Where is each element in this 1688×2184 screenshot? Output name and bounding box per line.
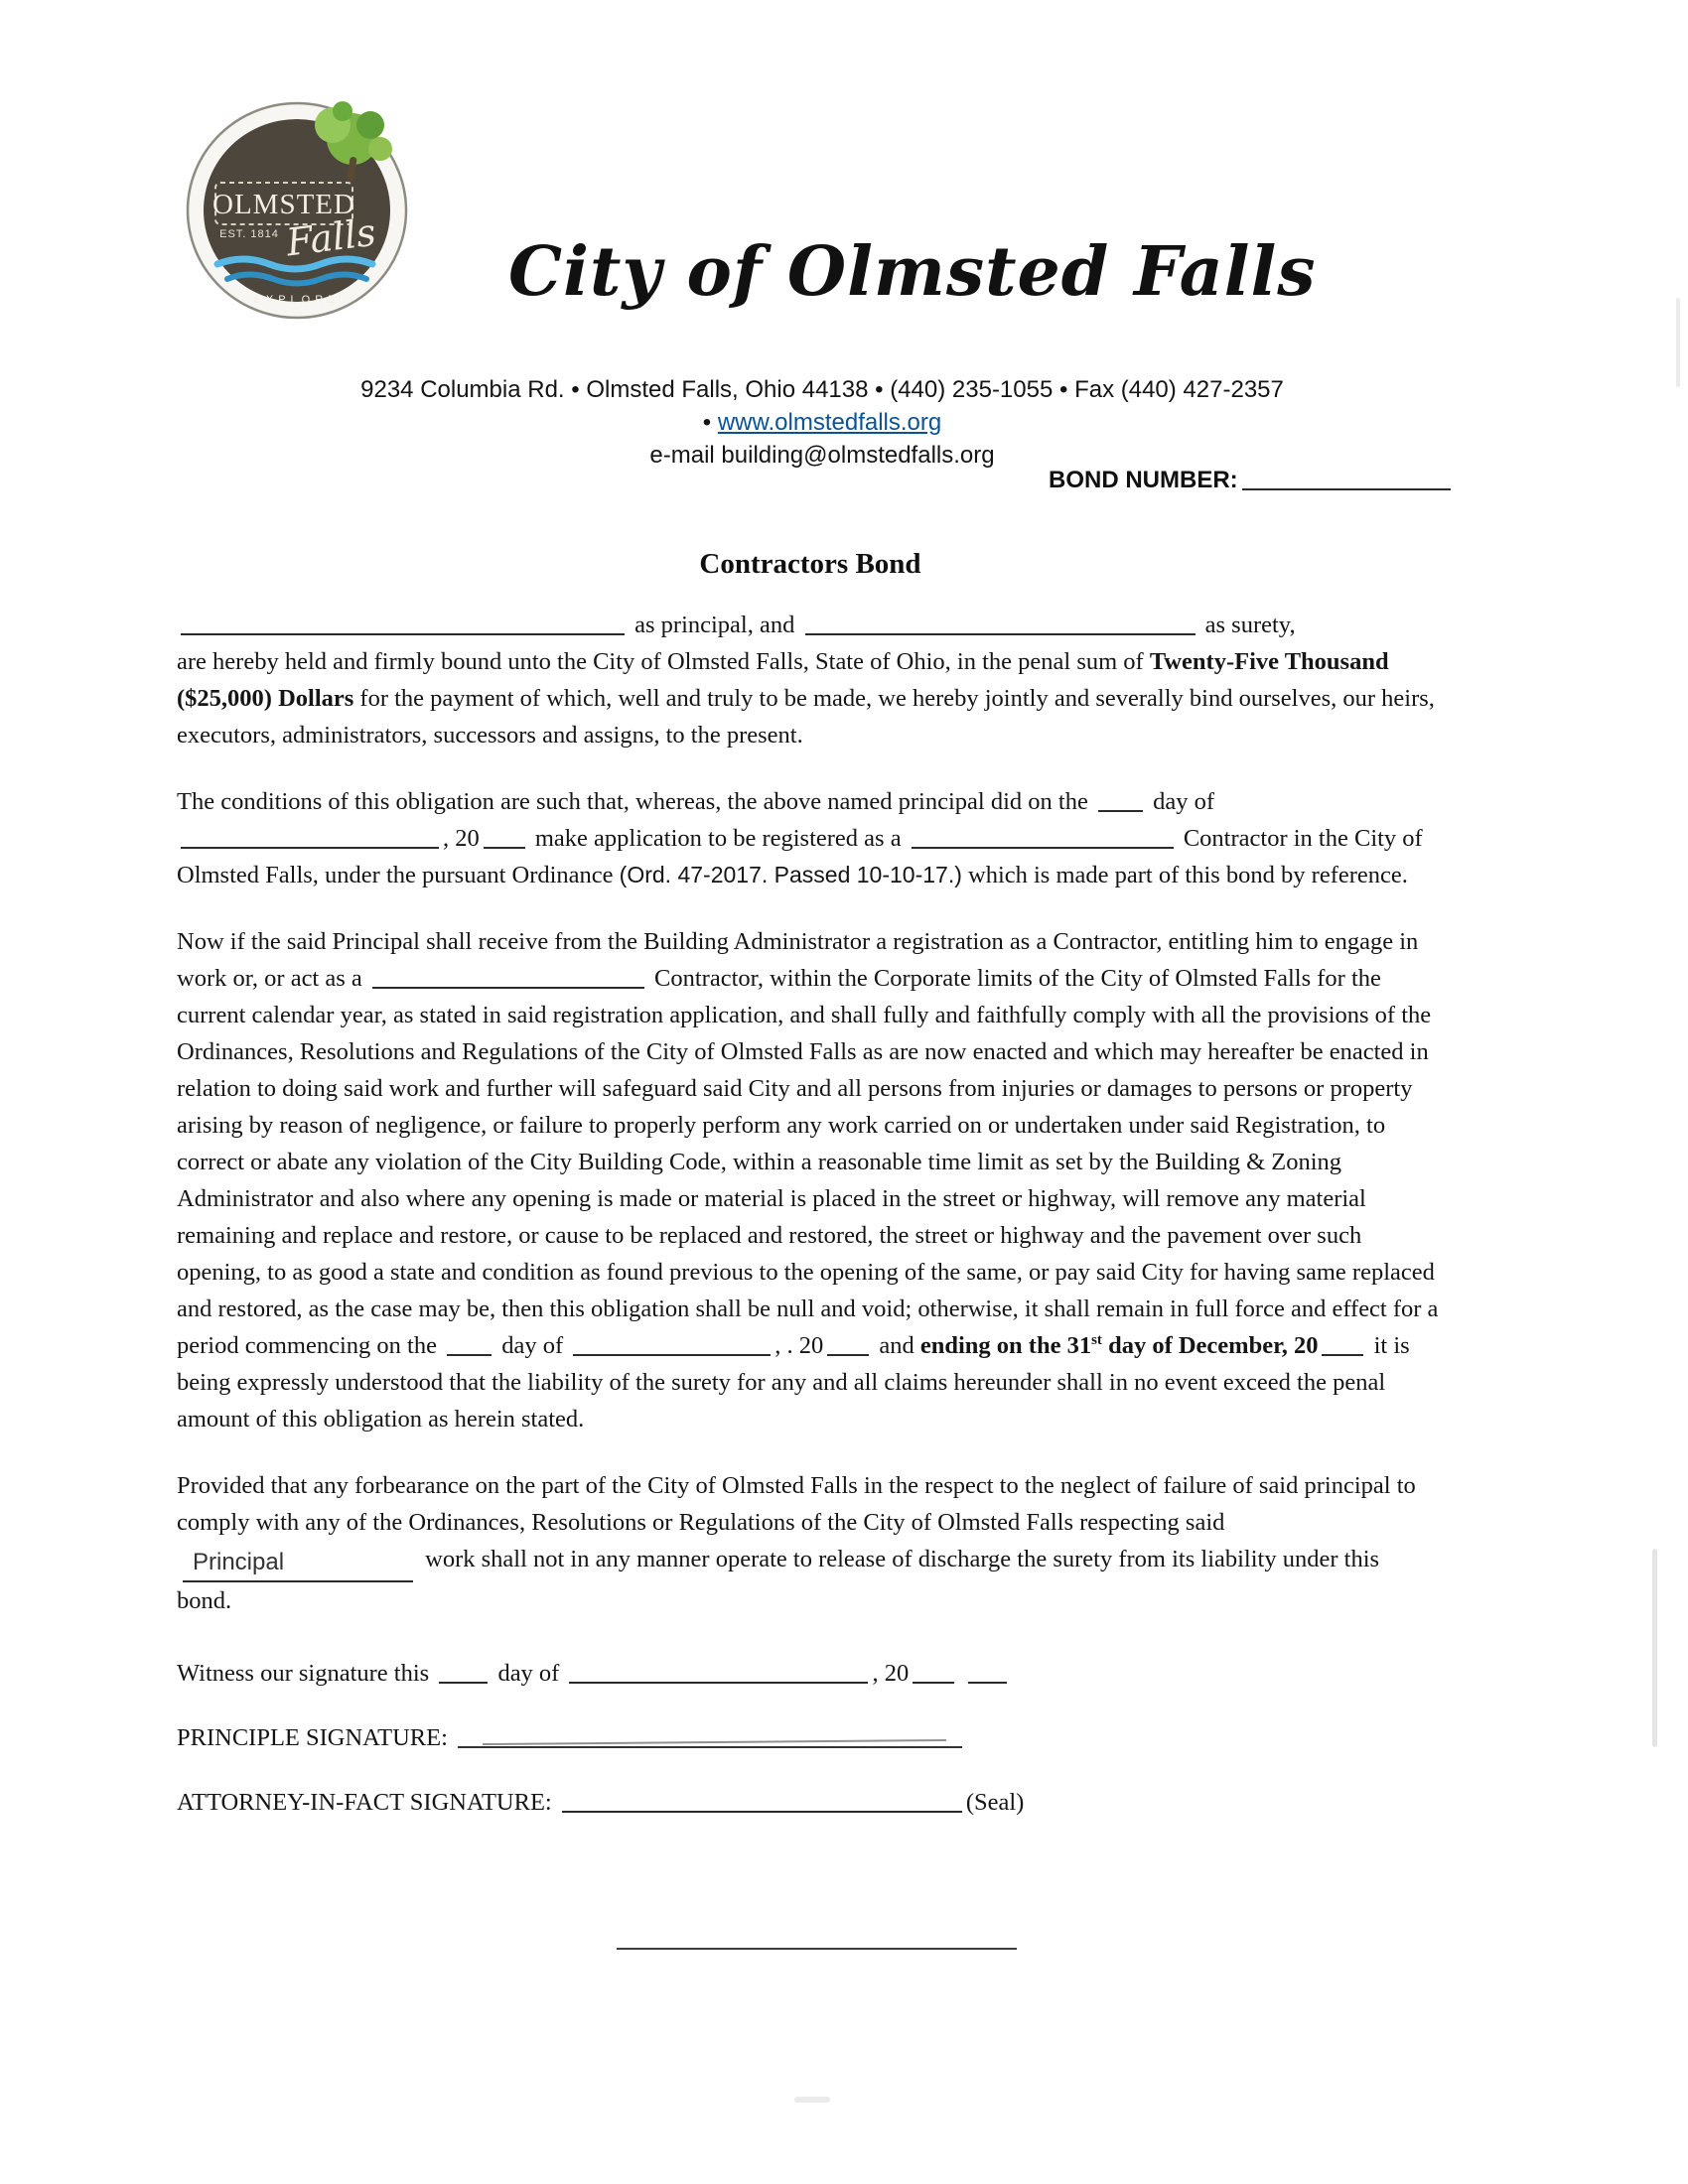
bullet-icon: • (702, 409, 712, 436)
seal-text: (Seal) (965, 1789, 1025, 1816)
address-line: 9234 Columbia Rd. • Olmsted Falls, Ohio 44138 • (440) 235-1055 • Fax (440) 427-2357 (360, 376, 1284, 403)
penal-sum-text-before: are hereby held and firmly bound unto the City of Olmsted Falls, State of Ohio, in the penal sum of (177, 648, 1144, 675)
logo-city-name: OLMSTED (212, 189, 355, 220)
bond-number-row (1049, 467, 1455, 494)
commencing-year-prefix: , . 20 (774, 1332, 824, 1359)
application-year-blank (484, 827, 525, 849)
registration-type-blank (912, 827, 1174, 849)
attorney-signature-blank (562, 1791, 962, 1813)
principal-surety-line (177, 607, 1440, 643)
forbearance-text-2: work shall not in any manner operate to release of discharge the surety from its liability under this bond. (177, 1546, 1380, 1614)
email-line: e-mail building@olmstedfalls.org (649, 442, 995, 469)
paragraph-forbearance (177, 1467, 1440, 1619)
witness-text: Witness our signature this (177, 1660, 430, 1687)
document-body (177, 607, 1440, 1821)
city-script-title: City of Olmsted Falls (508, 232, 1317, 312)
principal-signature-row (177, 1719, 1440, 1756)
conditions-text-1: The conditions of this obligation are such that, whereas, the above named principal did on the (177, 788, 1088, 815)
paragraph-penal-sum (177, 643, 1440, 753)
principal-signature-label: PRINCIPLE SIGNATURE: (177, 1724, 448, 1751)
bond-number-label: BOND NUMBER: (1049, 467, 1238, 493)
conditions-text-end: which is made part of this bond by reference. (968, 862, 1408, 888)
logo-falls-script: Falls (283, 209, 378, 265)
conditions-contractor-text: Contractor in the City of Olmsted Falls, under the pursuant Ordinance (177, 825, 1423, 888)
document-title: Contractors Bond (699, 548, 921, 580)
conditions-day-of-text: day of (1153, 788, 1214, 815)
application-day-blank (1098, 790, 1143, 812)
forbearance-text-1: Provided that any forbearance on the part of the City of Olmsted Falls in the respect to the neglect of failure of said principal to comply with any of the Ordinances, Resolutions or Regulations of the City of Olmsted Falls respecting said (177, 1472, 1416, 1536)
witness-day-blank (439, 1662, 488, 1684)
respecting-work-type-field (183, 1544, 413, 1582)
penal-sum-amount: Twenty-Five Thousand ($25,000) Dollars (177, 648, 1389, 712)
witness-year-prefix: , 20 (872, 1660, 910, 1687)
attorney-signature-label: ATTORNEY-IN-FACT SIGNATURE: (177, 1789, 552, 1816)
scan-artifact (1652, 1549, 1657, 1747)
witness-line (177, 1655, 1440, 1692)
as-surety-text: as surety, (1204, 612, 1296, 638)
bottom-rule (617, 1948, 1017, 1950)
witness-day-of-text: day of (497, 1660, 560, 1687)
principal-name-blank (181, 614, 625, 635)
obligations-text-end: it is being expressly understood that the liability of the surety for any and all claims hereunder shall in no event exceed the penal amount of this obligation as herein stated. (177, 1332, 1410, 1433)
conditions-registered-text: make application to be registered as a (534, 825, 902, 852)
paragraph-obligations (177, 923, 1440, 1437)
paragraph-conditions (177, 783, 1440, 893)
application-month-blank (181, 827, 439, 849)
ordinance-reference: (Ord. 47-2017. Passed 10-10-17.) (619, 862, 962, 887)
respecting-work-type-value: Principal (193, 1549, 285, 1575)
witness-month-blank (569, 1662, 868, 1684)
witness-extra-blank (968, 1662, 1007, 1684)
logo-explore-text: EXPLORE (253, 294, 341, 306)
commencing-month-blank (573, 1334, 771, 1356)
ending-bold-text-1: ending on the 31 (919, 1332, 1092, 1359)
contact-block (0, 373, 1644, 472)
bond-number-blank (1242, 469, 1451, 490)
work-type-blank (372, 967, 644, 989)
ordinal-superscript: st (1091, 1331, 1102, 1348)
witness-year-blank (913, 1662, 954, 1684)
conditions-year-prefix: , 20 (443, 825, 480, 852)
commencing-day-blank (447, 1334, 492, 1356)
website-link[interactable]: www.olmstedfalls.org (717, 409, 942, 436)
scan-artifact (794, 2097, 830, 2103)
city-logo-graphic (184, 87, 414, 322)
and-text: and (879, 1332, 914, 1359)
scan-artifact (1676, 298, 1680, 387)
city-logo (184, 87, 414, 322)
principal-signature-blank (458, 1726, 962, 1748)
attorney-signature-row (177, 1784, 1440, 1821)
commencing-year-blank (827, 1334, 869, 1356)
surety-name-blank (805, 614, 1196, 635)
commencing-day-of-text: day of (501, 1332, 564, 1359)
obligations-text-2: Contractor, within the Corporate limits of the City of Olmsted Falls for the current calendar year, as stated in said registration application, and shall fully and faithfully comply with all the provisions of the Ordinances, Resolutions and Regulations of the City of Olmsted Falls as are now enacted and which may hereafter be enacted in relation to doing said work and further will safeguard said City and all persons from injuries or damages to persons or property arising by reason of negligence, or failure to properly perform any work carried on or undertaken under said Registration, to correct or abate any violation of the City Building Code, within a reasonable time limit as set by the Building & Zoning Administrator and also where any opening is made or material is placed in the street or highway, will remove any material remaining and replace and restore, or cause to be replaced and restored, the street or highway and the pavement over such opening, to as good a state and condition as found previous to the opening of the same, or pay said City for having same replaced and restored, as the case may be, then this obligation shall be null and void; otherwise, it shall remain in full force and effect for a period commencing on the (177, 965, 1439, 1359)
ending-bold-text-2: day of December, 20 (1108, 1332, 1319, 1359)
website-line (0, 406, 1644, 439)
december-year-blank (1322, 1334, 1363, 1356)
as-principal-text: as principal, and (634, 612, 795, 638)
logo-established-year: EST. 1814 (219, 228, 279, 240)
obligations-text-1: Now if the said Principal shall receive from the Building Administrator a registration as a Contractor, entitling him to engage in work or, or act as a (177, 928, 1419, 992)
penal-sum-text-after: for the payment of which, well and truly to be made, we hereby jointly and severally bind ourselves, our heirs, executors, administrators, successors and assigns, to the present. (177, 685, 1435, 749)
